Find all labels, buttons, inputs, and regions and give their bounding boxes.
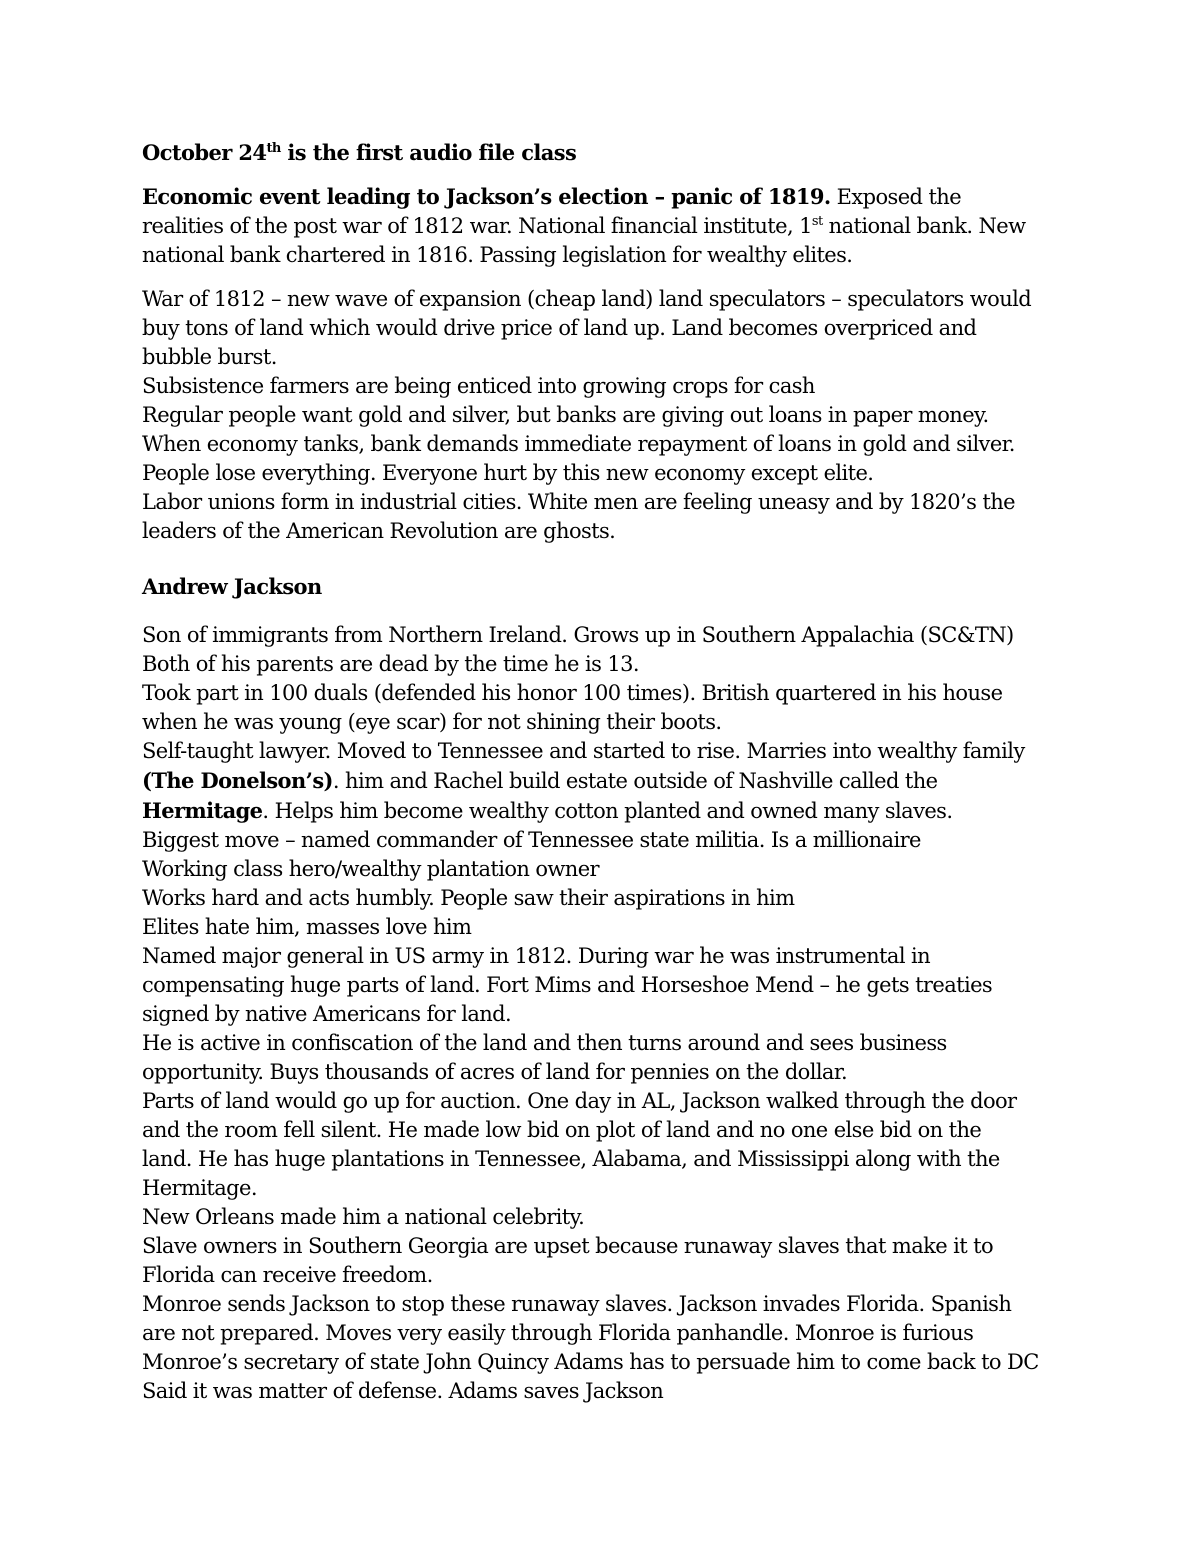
jackson-line: Both of his parents are dead by the time he is 13. [142,652,639,676]
jackson-line: Biggest move – named commander of Tennessee state militia. Is a millionaire [142,828,921,852]
jackson-line: are not prepared. Moves very easily through Florida panhandle. Monroe is furious [142,1321,974,1345]
war-line: leaders of the American Revolution are ghosts. [142,519,616,543]
panic-line: realities of the post war of 1812 war. National financial institute, 1st national bank. New [142,214,1026,238]
jackson-line: He is active in confiscation of the land and then turns around and sees business [142,1031,947,1055]
jackson-line: Parts of land would go up for auction. One day in AL, Jackson walked through the door [142,1089,1017,1113]
jackson-line: signed by native Americans for land. [142,1002,512,1026]
jackson-line: Slave owners in Southern Georgia are upset because runaway slaves that make it to [142,1234,994,1258]
war-line: buy tons of land which would drive price of land up. Land becomes overpriced and [142,316,977,340]
donelson-term: (The Donelson’s) [142,768,333,793]
jackson-line: and the room fell silent. He made low bid on plot of land and no one else bid on the [142,1118,982,1142]
panic-line: Economic event leading to Jackson’s election – panic of 1819. Exposed the [142,184,962,209]
jackson-line: Monroe sends Jackson to stop these runaway slaves. Jackson invades Florida. Spanish [142,1292,1012,1316]
jackson-line: compensating huge parts of land. Fort Mims and Horseshoe Mend – he gets treaties [142,973,993,997]
jackson-line: Son of immigrants from Northern Ireland. Grows up in Southern Appalachia (SC&TN) [142,623,1014,647]
war-line: Labor unions form in industrial cities. White men are feeling uneasy and by 1820’s the [142,490,1015,514]
war-line: Subsistence farmers are being enticed into growing crops for cash [142,374,815,398]
jackson-line: Self-taught lawyer. Moved to Tennessee and started to rise. Marries into wealthy family [142,739,1025,763]
jackson-line: Took part in 100 duals (defended his honor 100 times). British quartered in his house [142,681,1003,705]
panic-heading: Economic event leading to Jackson’s election – panic of 1819. [142,184,831,209]
war-line: When economy tanks, bank demands immediate repayment of loans in gold and silver. [142,432,1015,456]
section-heading-andrew-jackson: Andrew Jackson [142,574,322,599]
war-line: bubble burst. [142,345,277,369]
jackson-line: Elites hate him, masses love him [142,915,472,939]
panic-paragraph [142,182,1062,270]
panic-line: national bank chartered in 1816. Passing legislation for wealthy elites. [142,243,853,267]
jackson-line: Monroe’s secretary of state John Quincy Adams has to persuade him to come back to DC [142,1350,1039,1374]
jackson-line: Named major general in US army in 1812. During war he was instrumental in [142,944,931,968]
jackson-line: New Orleans made him a national celebrity. [142,1205,585,1229]
jackson-line: Said it was matter of defense. Adams saves Jackson [142,1379,664,1403]
jackson-paragraph [142,621,1062,1406]
jackson-line: Florida can receive freedom. [142,1263,433,1287]
hermitage-term: Hermitage [142,798,263,823]
war-line: Regular people want gold and silver, but banks are giving out loans in paper money. [142,403,989,427]
jackson-line: opportunity. Buys thousands of acres of land for pennies on the dollar. [142,1060,848,1084]
jackson-line: Working class hero/wealthy plantation owner [142,857,599,881]
jackson-line: land. He has huge plantations in Tennessee, Alabama, and Mississippi along with the [142,1147,1000,1171]
war-line: War of 1812 – new wave of expansion (cheap land) land speculators – speculators would [142,287,1032,311]
war-paragraph [142,285,1062,546]
page-title: October 24th is the first audio file class [142,140,577,165]
jackson-line: when he was young (eye scar) for not shining their boots. [142,710,722,734]
document-body [142,138,1062,1406]
jackson-line: (The Donelson’s). him and Rachel build estate outside of Nashville called the [142,768,938,793]
war-line: People lose everything. Everyone hurt by this new economy except elite. [142,461,874,485]
jackson-line: Hermitage. [142,1176,257,1200]
jackson-line: Works hard and acts humbly. People saw their aspirations in him [142,886,795,910]
jackson-line: Hermitage. Helps him become wealthy cotton planted and owned many slaves. [142,798,953,823]
